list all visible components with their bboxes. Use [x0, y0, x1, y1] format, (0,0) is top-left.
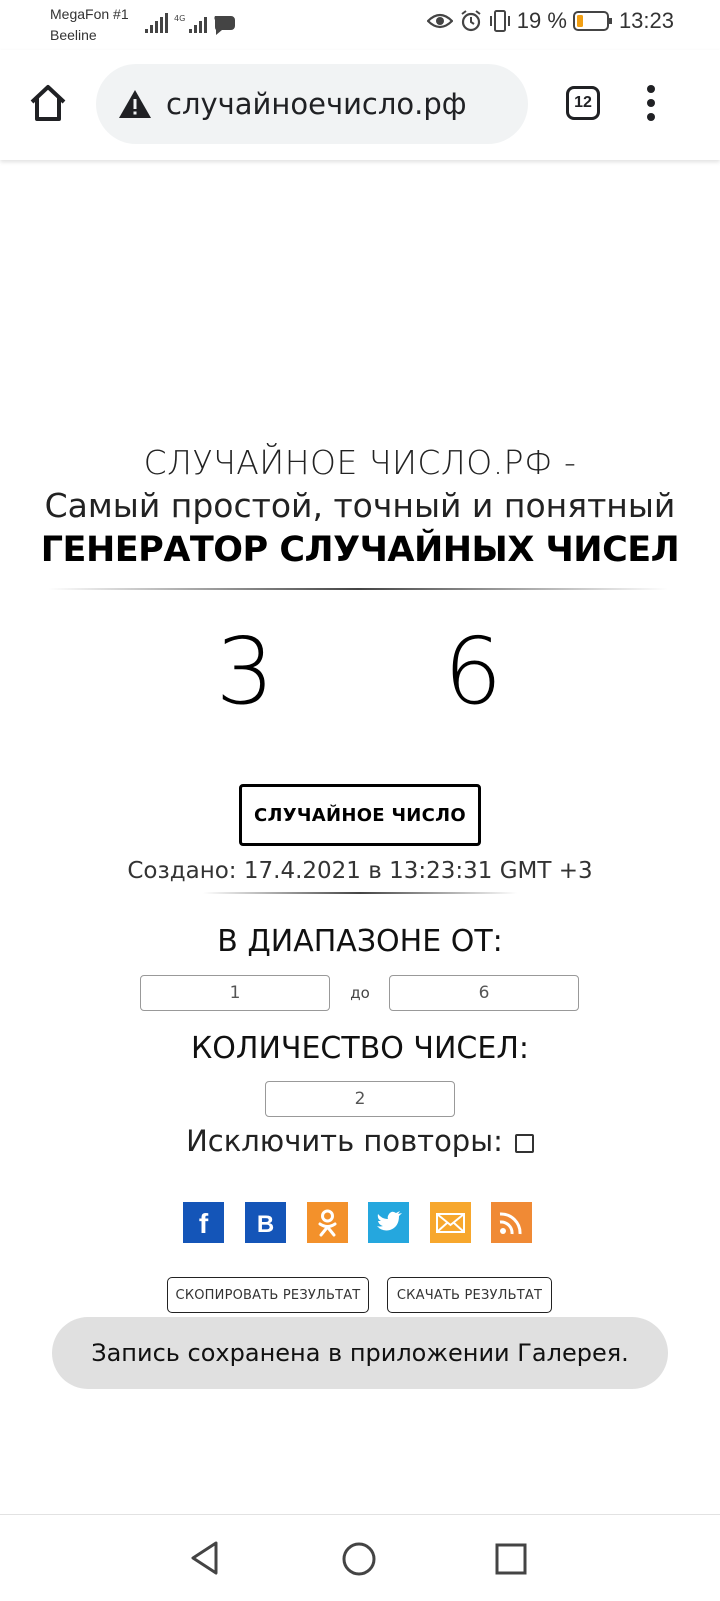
- eye-icon: [427, 11, 453, 31]
- mail-icon[interactable]: [430, 1202, 471, 1243]
- facebook-icon[interactable]: [183, 1202, 224, 1243]
- svg-text:4G: 4G: [174, 14, 186, 23]
- home-circle-icon[interactable]: [341, 1541, 377, 1577]
- odnoklassniki-icon[interactable]: [307, 1202, 348, 1243]
- count-label: КОЛИЧЕСТВО ЧИСЕЛ:: [190, 1031, 529, 1066]
- result-number-1: 3: [215, 618, 275, 725]
- exclude-repeats-row: [0, 1124, 720, 1158]
- range-to-input[interactable]: [389, 975, 579, 1011]
- more-menu-icon[interactable]: [645, 84, 657, 122]
- download-result-button[interactable]: СКАЧАТЬ РЕЗУЛЬТАТ: [387, 1277, 552, 1313]
- title-divider: [48, 588, 668, 590]
- carrier-2: Beeline: [50, 27, 97, 43]
- status-right: [427, 8, 674, 34]
- tab-switcher-button[interactable]: 12: [566, 86, 600, 120]
- range-from-input[interactable]: [140, 975, 330, 1011]
- toast-message: Запись сохранена в приложении Галерея.: [52, 1317, 668, 1389]
- site-subtitle: Самый простой, точный и понятный: [44, 486, 676, 525]
- result-number-2: 6: [443, 618, 503, 725]
- exclude-repeats-checkbox[interactable]: [515, 1134, 534, 1153]
- range-label: В ДИАПАЗОНЕ ОТ:: [217, 924, 503, 959]
- url-text[interactable]: случайноечисло.рф: [166, 87, 467, 121]
- back-icon[interactable]: [188, 1540, 222, 1576]
- range-to-label: до: [350, 984, 370, 1002]
- exclude-repeats-label: Исключить повторы:: [186, 1124, 503, 1158]
- alarm-icon: [459, 9, 483, 33]
- site-title: СЛУЧАЙНОЕ ЧИСЛО.РФ -: [143, 443, 577, 482]
- twitter-icon[interactable]: [368, 1202, 409, 1243]
- address-bar[interactable]: [96, 64, 528, 144]
- warning-icon[interactable]: [118, 89, 152, 119]
- svg-text:f: f: [198, 1208, 209, 1239]
- created-timestamp: Создано: 17.4.2021 в 13:23:31 GMT +3: [127, 858, 593, 884]
- vk-icon[interactable]: [245, 1202, 286, 1243]
- vibrate-icon: [489, 9, 511, 33]
- home-icon[interactable]: [28, 84, 68, 122]
- created-divider: [203, 892, 517, 894]
- battery-icon: [573, 10, 613, 32]
- site-heading: ГЕНЕРАТОР СЛУЧАЙНЫХ ЧИСЕЛ: [40, 530, 680, 570]
- battery-percent: 19 %: [516, 8, 567, 33]
- rss-icon[interactable]: [491, 1202, 532, 1243]
- count-input[interactable]: [265, 1081, 455, 1117]
- copy-result-button[interactable]: СКОПИРОВАТЬ РЕЗУЛЬТАТ: [167, 1277, 369, 1313]
- carrier-1: MegaFon #1: [50, 6, 129, 22]
- generate-button[interactable]: СЛУЧАЙНОЕ ЧИСЛО: [239, 784, 481, 846]
- svg-text:B: B: [256, 1211, 275, 1238]
- clock: 13:23: [618, 8, 674, 33]
- signal-icon: [145, 12, 237, 36]
- recents-icon[interactable]: [495, 1543, 527, 1575]
